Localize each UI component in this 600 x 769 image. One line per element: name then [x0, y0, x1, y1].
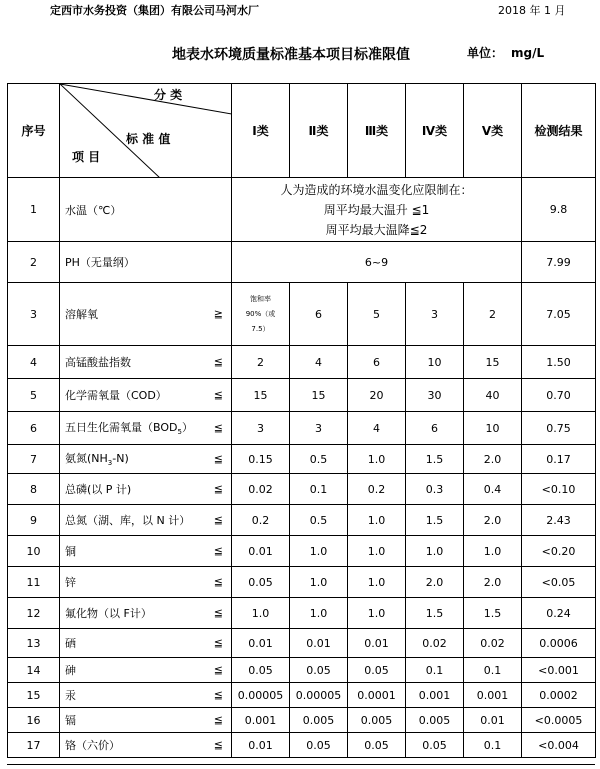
row-no: 2	[8, 242, 60, 283]
class-4-value: 1.5	[406, 505, 464, 536]
item-label: 砷	[65, 664, 76, 677]
row-result: <0.20	[522, 536, 596, 567]
row-result: 1.50	[522, 346, 596, 379]
table-row	[8, 536, 596, 567]
table-row	[8, 708, 596, 733]
class-3-value: 1.0	[348, 598, 406, 629]
row-result: 7.99	[522, 242, 596, 283]
table-row	[8, 733, 596, 758]
standards-table	[7, 83, 596, 758]
row-item	[60, 536, 232, 567]
class-2-value: 1.0	[290, 567, 348, 598]
company-name: 定西市水务投资（集团）有限公司马河水厂	[50, 4, 259, 17]
row-no: 6	[8, 412, 60, 445]
table-row	[8, 283, 596, 346]
class-2-value: 4	[290, 346, 348, 379]
row-no: 17	[8, 733, 60, 758]
note-line: 周平均最大温升 ≦1	[323, 202, 430, 217]
row-item	[60, 708, 232, 733]
row-no: 8	[8, 474, 60, 505]
row-result: <0.004	[522, 733, 596, 758]
table-row	[8, 412, 596, 445]
operator: ≦	[213, 606, 223, 620]
row-item	[60, 683, 232, 708]
value-line: 7.5）	[251, 324, 270, 333]
class-4-value: 30	[406, 379, 464, 412]
row-result: 0.24	[522, 598, 596, 629]
class-2-value: 0.1	[290, 474, 348, 505]
class-5-value: 0.01	[464, 708, 522, 733]
item-label: 总氮（湖、库，以 N 计）	[65, 514, 191, 527]
table-row	[8, 658, 596, 683]
class-1-value: 0.01	[232, 629, 290, 658]
col-item: 项 目	[72, 150, 101, 164]
class-4-value: 10	[406, 346, 464, 379]
col-no: 序号	[8, 84, 60, 178]
operator: ≦	[213, 388, 223, 402]
row-no: 15	[8, 683, 60, 708]
table-row	[8, 598, 596, 629]
operator: ≦	[213, 544, 223, 558]
row-no: 11	[8, 567, 60, 598]
class-1-value: 0.15	[232, 445, 290, 474]
class-3-value: 1.0	[348, 445, 406, 474]
class-4-value: 3	[406, 283, 464, 346]
row-result: 2.43	[522, 505, 596, 536]
class-3-value: 0.01	[348, 629, 406, 658]
report-date: 2018 年 1 月	[498, 4, 566, 17]
class-1-value: 0.2	[232, 505, 290, 536]
row-item	[60, 474, 232, 505]
table-row	[8, 346, 596, 379]
row-result: 0.75	[522, 412, 596, 445]
class-5-value: 0.4	[464, 474, 522, 505]
value-line: 饱和率	[250, 294, 271, 303]
class-2-value: 0.01	[290, 629, 348, 658]
table-row	[8, 242, 596, 283]
row-item	[60, 658, 232, 683]
row-item: PH（无量纲）	[60, 242, 232, 283]
class-5-value: 0.1	[464, 733, 522, 758]
row-no: 13	[8, 629, 60, 658]
class-2-value: 0.005	[290, 708, 348, 733]
header-row	[8, 84, 596, 178]
class-5-value: 0.02	[464, 629, 522, 658]
class-3-value: 0.05	[348, 658, 406, 683]
class-2-value: 1.0	[290, 536, 348, 567]
class-4-value: 1.0	[406, 536, 464, 567]
table-row	[8, 445, 596, 474]
class-3-value: 0.0001	[348, 683, 406, 708]
item-label: 高锰酸盐指数	[65, 356, 131, 369]
operator: ≦	[213, 513, 223, 527]
class-5-value: 2.0	[464, 567, 522, 598]
class-1-value: 0.00005	[232, 683, 290, 708]
item-label: 铜	[65, 545, 76, 558]
class-4-value: 0.3	[406, 474, 464, 505]
class-3-value: 1.0	[348, 536, 406, 567]
row-item	[60, 445, 232, 474]
class-5-value: 0.001	[464, 683, 522, 708]
row-result: 0.70	[522, 379, 596, 412]
value-line: 90%（或	[245, 309, 276, 318]
class-2-value: 1.0	[290, 598, 348, 629]
class-3-value: 4	[348, 412, 406, 445]
item-label: 化学需氧量（COD）	[65, 389, 167, 402]
row-no: 3	[8, 283, 60, 346]
row-item	[60, 412, 232, 445]
table-row	[8, 474, 596, 505]
row-result: 9.8	[522, 178, 596, 242]
operator: ≦	[213, 636, 223, 650]
temperature-note	[232, 178, 522, 242]
class-2-value: 0.5	[290, 445, 348, 474]
class-3-value: 0.2	[348, 474, 406, 505]
class-1-value: 15	[232, 379, 290, 412]
operator: ≦	[213, 688, 223, 702]
col-standard: 标 准 值	[126, 132, 171, 146]
row-result: <0.10	[522, 474, 596, 505]
class-3-value: 1.0	[348, 567, 406, 598]
class-1-value: 0.01	[232, 536, 290, 567]
row-result: <0.0005	[522, 708, 596, 733]
col-class-2: Ⅱ类	[290, 84, 348, 178]
class-1-value: 0.02	[232, 474, 290, 505]
class-2-value: 0.05	[290, 658, 348, 683]
row-result: 0.0006	[522, 629, 596, 658]
row-result: 0.17	[522, 445, 596, 474]
unit-label: 单位： mg/L	[467, 46, 545, 60]
row-result: <0.001	[522, 658, 596, 683]
operator: ≦	[213, 575, 223, 589]
row-item	[60, 598, 232, 629]
class-1-value: 0.01	[232, 733, 290, 758]
item-label: 氨氮$(NH_3-N)$	[65, 452, 129, 468]
col-class-1: Ⅰ类	[232, 84, 290, 178]
unit-value: mg/L	[511, 46, 545, 60]
row-no: 7	[8, 445, 60, 474]
class-1-value: 0.001	[232, 708, 290, 733]
operator: ≦	[213, 738, 223, 752]
ph-range: 6~9	[232, 242, 522, 283]
class-4-value: 1.5	[406, 445, 464, 474]
row-item	[60, 379, 232, 412]
class-5-value: 40	[464, 379, 522, 412]
class-5-value: 10	[464, 412, 522, 445]
item-label: 铬（六价）	[65, 739, 120, 752]
page-title: 地表水环境质量标准基本项目标准限值	[172, 47, 410, 63]
row-item	[60, 283, 232, 346]
row-no: 4	[8, 346, 60, 379]
class-2-value: 0.00005	[290, 683, 348, 708]
class-1-value: 0.05	[232, 658, 290, 683]
table-row	[8, 379, 596, 412]
table-row	[8, 178, 596, 242]
item-label: 汞	[65, 689, 76, 702]
class-5-value: 1.5	[464, 598, 522, 629]
row-item	[60, 629, 232, 658]
class-4-value: 1.5	[406, 598, 464, 629]
row-no: 16	[8, 708, 60, 733]
operator: ≦	[213, 421, 223, 435]
row-no: 10	[8, 536, 60, 567]
operator: ≦	[213, 482, 223, 496]
class-3-value: 1.0	[348, 505, 406, 536]
class-5-value: 2	[464, 283, 522, 346]
class-1-value: 0.05	[232, 567, 290, 598]
class-3-value: 20	[348, 379, 406, 412]
item-label: 镉	[65, 714, 76, 727]
class-4-value: 0.02	[406, 629, 464, 658]
table-row	[8, 567, 596, 598]
class-2-value: 0.05	[290, 733, 348, 758]
cut-off-edge	[7, 764, 595, 765]
item-label: 氟化物（以 F计）	[65, 607, 152, 620]
class-3-value: 5	[348, 283, 406, 346]
table-row	[8, 629, 596, 658]
class-2-value: 15	[290, 379, 348, 412]
item-label: 硒	[65, 637, 76, 650]
note-line: 周平均最大温降≦2	[325, 222, 428, 237]
row-no: 9	[8, 505, 60, 536]
row-no: 5	[8, 379, 60, 412]
class-5-value: 2.0	[464, 445, 522, 474]
class-5-value: 15	[464, 346, 522, 379]
row-item	[60, 505, 232, 536]
operator: ≦	[213, 663, 223, 677]
table-row	[8, 683, 596, 708]
class-4-value: 0.005	[406, 708, 464, 733]
class-4-value: 6	[406, 412, 464, 445]
operator: ≦	[213, 713, 223, 727]
class-1-value: 3	[232, 412, 290, 445]
class-3-value: 0.05	[348, 733, 406, 758]
class-3-value: 6	[348, 346, 406, 379]
col-category: 分 类	[154, 88, 183, 102]
col-class-5: Ⅴ类	[464, 84, 522, 178]
class-4-value: 0.1	[406, 658, 464, 683]
row-item	[60, 733, 232, 758]
class-4-value: 0.05	[406, 733, 464, 758]
row-item	[60, 567, 232, 598]
col-class-4: Ⅳ类	[406, 84, 464, 178]
class-2-value: 3	[290, 412, 348, 445]
operator: ≦	[213, 355, 223, 369]
class-5-value: 0.1	[464, 658, 522, 683]
row-item	[60, 346, 232, 379]
note-line: 人为造成的环境水温变化应限制在：	[280, 182, 473, 197]
table-row	[8, 505, 596, 536]
operator: ≦	[213, 452, 223, 466]
item-label: 总磷(以 P 计)	[65, 483, 132, 496]
item-label: 五日生化需氧量$(BOD_5)$	[65, 421, 193, 437]
class-2-value: 0.5	[290, 505, 348, 536]
row-item: 水温（℃）	[60, 178, 232, 242]
col-result: 检测结果	[522, 84, 596, 178]
row-result: 7.05	[522, 283, 596, 346]
class-5-value: 2.0	[464, 505, 522, 536]
item-label: 溶解氧	[65, 308, 98, 321]
class-3-value: 0.005	[348, 708, 406, 733]
class-1-value: 2	[232, 346, 290, 379]
class-4-value: 0.001	[406, 683, 464, 708]
item-label: 锌	[65, 576, 76, 589]
col-class-3: Ⅲ类	[348, 84, 406, 178]
row-no: 1	[8, 178, 60, 242]
class-1-value	[232, 283, 290, 346]
class-1-value: 1.0	[232, 598, 290, 629]
class-5-value: 1.0	[464, 536, 522, 567]
class-2-value: 6	[290, 283, 348, 346]
row-result: <0.05	[522, 567, 596, 598]
class-4-value: 2.0	[406, 567, 464, 598]
row-no: 14	[8, 658, 60, 683]
row-no: 12	[8, 598, 60, 629]
row-result: 0.0002	[522, 683, 596, 708]
operator: ≧	[213, 307, 223, 321]
diagonal-header-cell	[60, 84, 232, 178]
